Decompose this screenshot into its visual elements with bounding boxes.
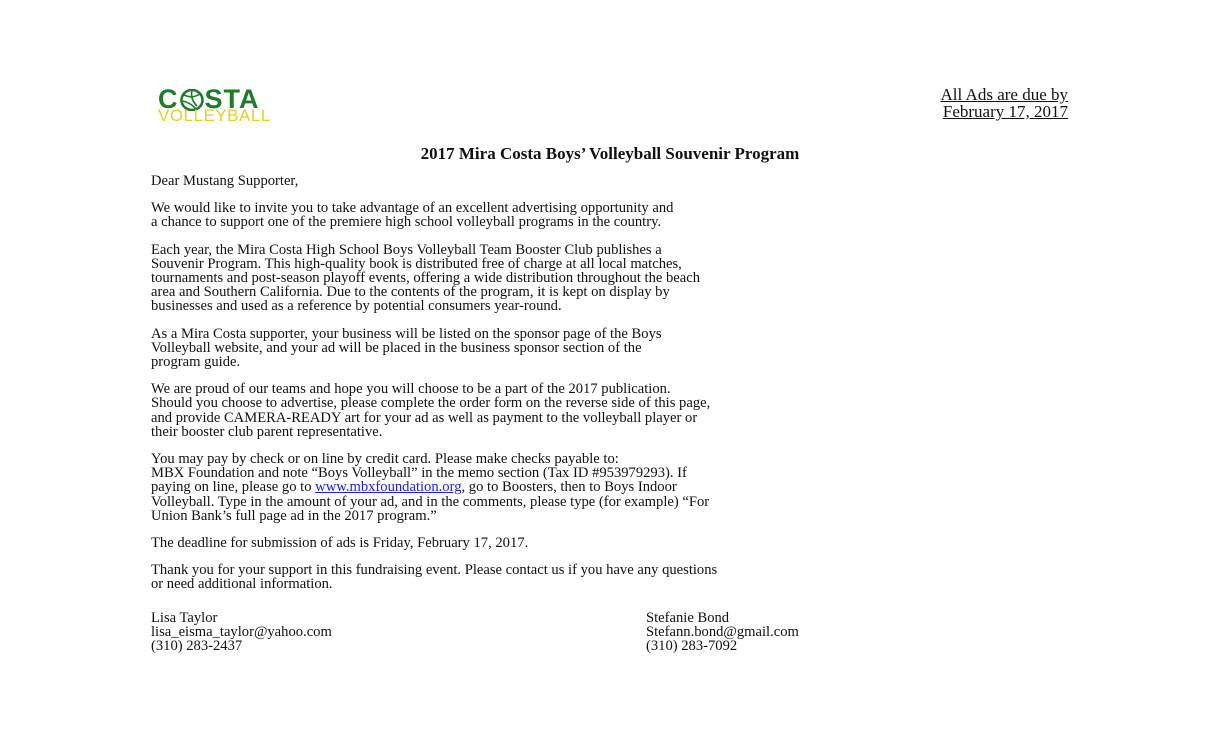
- text-line: We would like to invite you to take advantage of an excellent advertising opportunity and: [151, 200, 674, 217]
- paragraph-program-description: [151, 243, 1071, 314]
- text-line: [151, 480, 1071, 494]
- text-line: Volleyball website, and your ad will be placed in the business sponsor section of the: [151, 339, 642, 356]
- salutation-text: Dear Mustang Supporter,: [151, 173, 299, 189]
- contact-email: Stefann.bond@gmail.com: [646, 624, 799, 641]
- contact-name: Lisa Taylor: [151, 610, 218, 626]
- paragraph-how-to-advertise: [151, 382, 1071, 439]
- text-line: Each year, the Mira Costa High School Boys Volleyball Team Booster Club publishes a: [151, 241, 662, 258]
- ads-due-line-1: All Ads are due by: [940, 85, 1068, 104]
- contact-name: Stefanie Bond: [646, 610, 730, 626]
- text-segment: paying on line, please go to: [151, 479, 316, 496]
- paragraph-payment: [151, 452, 1071, 523]
- paragraph-sponsor-benefits: [151, 327, 1071, 370]
- costa-volleyball-logo: [158, 86, 358, 128]
- logo-letters-sta: STA: [204, 84, 260, 114]
- text-line: Souvenir Program. This high-quality book is distributed free of charge at all local matches,: [151, 255, 682, 272]
- contact-stefanie-bond: [646, 611, 799, 654]
- text-segment: , go to Boosters, then to Boys Indoor: [461, 479, 677, 496]
- text-line: MBX Foundation and note “Boys Volleyball” in the memo section (Tax ID #953979293). If: [151, 465, 687, 482]
- text-line: tournaments and post-season playoff events, offering a wide distribution throughout the beach: [151, 270, 701, 287]
- text-line: area and Southern California. Due to the contents of the program, it is kept on display by: [151, 284, 670, 301]
- document-title: 2017 Mira Costa Boys’ Volleyball Souvenir Program: [420, 144, 800, 163]
- paragraph-thank-you: [151, 563, 1071, 591]
- paragraph-deadline: [151, 536, 1071, 550]
- text-line: a chance to support one of the premiere high school volleyball programs in the country.: [151, 214, 662, 231]
- text-line: The deadline for submission of ads is Friday, February 17, 2017.: [151, 535, 529, 552]
- mbx-foundation-link[interactable]: www.mbxfoundation.org: [315, 479, 462, 496]
- contact-phone: (310) 283-2437: [151, 638, 243, 655]
- ads-due-notice: [941, 86, 1068, 120]
- logo-letter-c: C: [158, 84, 179, 114]
- text-line: As a Mira Costa supporter, your business will be listed on the sponsor page of the Boys: [151, 325, 662, 342]
- salutation: [151, 174, 1071, 188]
- contact-lisa-taylor: [151, 611, 332, 654]
- text-line: and provide CAMERA-READY art for your ad as well as payment to the volleyball player or: [151, 409, 698, 426]
- logo-subtitle: VOLLEYBALL: [158, 106, 271, 125]
- text-line: businesses and used as a reference by potential consumers year-round.: [151, 298, 562, 315]
- text-line: Thank you for your support in this fundraising event. Please contact us if you have any questions: [151, 562, 718, 579]
- text-line: or need additional information.: [151, 576, 333, 593]
- contact-email: lisa_eisma_taylor@yahoo.com: [151, 624, 332, 641]
- ads-due-line-2: February 17, 2017: [942, 102, 1068, 121]
- letter-body: [151, 174, 1071, 605]
- text-line: We are proud of our teams and hope you will choose to be a part of the 2017 publication.: [151, 381, 671, 398]
- text-line: You may pay by check or on line by credit card. Please make checks payable to:: [151, 451, 619, 468]
- paragraph-invitation: [151, 201, 1071, 229]
- contact-phone: (310) 283-7092: [646, 638, 738, 655]
- text-line: their booster club parent representative.: [151, 423, 383, 440]
- text-line: Should you choose to advertise, please complete the order form on the reverse side of this page,: [151, 395, 711, 412]
- text-line: Volleyball. Type in the amount of your ad, and in the comments, please type (for example) “For: [151, 493, 710, 510]
- text-line: program guide.: [151, 354, 241, 371]
- text-line: Union Bank’s full page ad in the 2017 program.”: [151, 507, 437, 524]
